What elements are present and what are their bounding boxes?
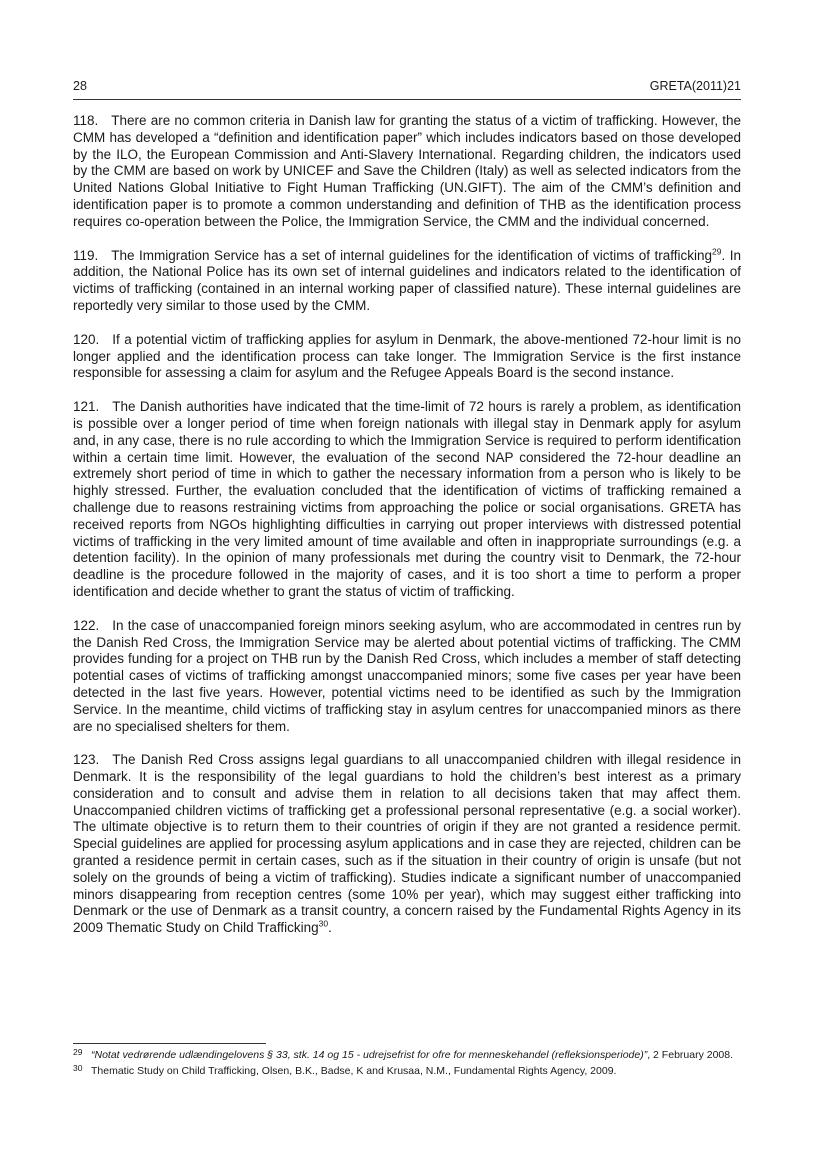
paragraph-number: 120. bbox=[73, 331, 100, 347]
paragraph-122 bbox=[73, 618, 741, 736]
paragraph-number: 118. bbox=[73, 113, 99, 128]
paragraph-text: In the case of unaccompanied foreign minors seeking asylum, who are accommodated in centres run by the Danish Red Cross, the Immigration Service may be alerted about potential victims of trafficking. The CMM provides funding for a project on THB run by the Danish Red Cross, which includes a member of staff detecting potential cases of victims of trafficking amongst unaccompanied minors; some five cases per year have been detected in the last five years. However, potential victims need to be identified as such by the Immigration Service. In the meantime, child victims of trafficking stay in asylum centres for unaccompanied minors as there are no specialised shelters for them. bbox=[73, 617, 741, 734]
paragraph-118 bbox=[73, 113, 741, 231]
footnote-text: Thematic Study on Child Trafficking, Olsen, B.K., Badse, K and Krusaa, N.M., Fundamental Rights Agency, 2009. bbox=[91, 1064, 617, 1077]
footnote-text: , 2 February 2008. bbox=[647, 1049, 734, 1061]
footnotes bbox=[73, 1049, 741, 1080]
footnote-ref-29[interactable]: 29 bbox=[712, 246, 722, 257]
paragraph-121 bbox=[73, 399, 741, 601]
paragraph-text: If a potential victim of trafficking applies for asylum in Denmark, the above-mentioned 72-hour limit is no longer applied and the identification process can take longer. The Immigration Service is the first instance responsible for assessing a claim for asylum and the Refugee Appeals Board is the second instance. bbox=[73, 331, 741, 381]
paragraph-number: 122. bbox=[73, 617, 100, 633]
document-reference: GRETA(2011)21 bbox=[649, 79, 741, 93]
footnote-number: 30 bbox=[73, 1062, 83, 1073]
page-number: 28 bbox=[73, 79, 87, 93]
paragraph-number: 121. bbox=[73, 399, 100, 415]
paragraph-number: 123. bbox=[73, 752, 100, 768]
paragraph-text: The Danish Red Cross assigns legal guardians to all unaccompanied children with illegal residence in Denmark. It is the responsibility of the legal guardians to hold the children’s best interest as a primary consideration and to consult and advise them in relation to all decisions taken that may affect them. Unaccompanied children victims of trafficking get a professional personal representative (e.g. a social worker). The ultimate objective is to return them to their countries of origin if they are not granted a residence permit. Special guidelines are applied for processing asylum applications and in case they are rejected, children can be granted a residence permit in certain cases, such as if the situation in their country of origin is unsafe (but not solely on the grounds of being a victim of trafficking). Studies indicate a significant number of unaccompanied minors disappearing from reception centres (some 10% per year), which may suggest either trafficking into Denmark or the use of Denmark as a transit country, a concern raised by the Fundamental Rights Agency in its 2009 Thematic Study on Child Trafficking bbox=[73, 752, 741, 936]
paragraph-text: There are no common criteria in Danish law for granting the status of a victim of trafficking. However, the CMM has developed a “definition and identification paper” which includes indicators based on those developed by the ILO, the European Commission and Anti-Slavery International. Regarding children, the indicators used by the CMM are based on work by UNICEF and Save the Children (Italy) as well as selected indicators from the United Nations Global Initiative to Fight Human Trafficking (UN.GIFT). The aim of the CMM’s definition and identification paper is to promote a common understanding and definition of THB as the identification process requires co-operation between the Police, the Immigration Service, the CMM and the individual concerned. bbox=[73, 113, 741, 229]
paragraph-number: 119. bbox=[73, 247, 99, 263]
footnote-29 bbox=[73, 1049, 741, 1063]
footnote-italic-text: “Notat vedrørende udlændingelovens § 33, stk. 14 og 15 - udrejsefrist for ofre for menneskehandel (refleksionsperiode)” bbox=[91, 1049, 648, 1061]
footnote-ref-30[interactable]: 30 bbox=[318, 918, 329, 929]
paragraph-119 bbox=[73, 248, 741, 315]
paragraph-text-cont: . bbox=[328, 920, 332, 936]
footnote-separator bbox=[73, 1043, 266, 1044]
paragraph-120 bbox=[73, 332, 741, 382]
header-rule bbox=[73, 99, 741, 100]
paragraph-123 bbox=[73, 752, 741, 937]
paragraph-text: The Danish authorities have indicated that the time-limit of 72 hours is rarely a problem, as identification is possible over a longer period of time when foreign nationals with illegal stay in Denmark apply for asylum and, in any case, there is no rule according to which the Immigration Service is required to perform identification within a certain time limit. However, the evaluation of the second NAP considered the 72-hour deadline an extremely short period of time in which to gather the necessary information from a person who is likely to be highly stressed. Further, the evaluation concluded that the identification of victims of trafficking remained a challenge due to reasons restraining victims from approaching the police or social organisations. GRETA has received reports from NGOs highlighting difficulties in carrying out proper interviews with distressed potential victims of trafficking in the very limited amount of time available and often in inappropriate surroundings (e.g. a detention facility). In the opinion of many professionals met during the country visit to Denmark, the 72-hour deadline is the procedure followed in the majority of cases, and it is too short a time to perform a proper identification and decide whether to grant the status of victim of trafficking. bbox=[73, 399, 741, 599]
page-header bbox=[73, 79, 741, 95]
footnote-number: 29 bbox=[73, 1047, 83, 1057]
paragraph-text: The Immigration Service has a set of internal guidelines for the identification of victims of trafficking bbox=[111, 247, 713, 263]
document-body bbox=[73, 113, 741, 954]
paragraph-text-cont: . In addition, the National Police has its own set of internal guidelines and indicators related to the identification of victims of trafficking (contained in an internal working paper of classified nature). These internal guidelines are reportedly very similar to those used by the CMM. bbox=[73, 247, 742, 313]
footnote-30 bbox=[73, 1062, 741, 1079]
